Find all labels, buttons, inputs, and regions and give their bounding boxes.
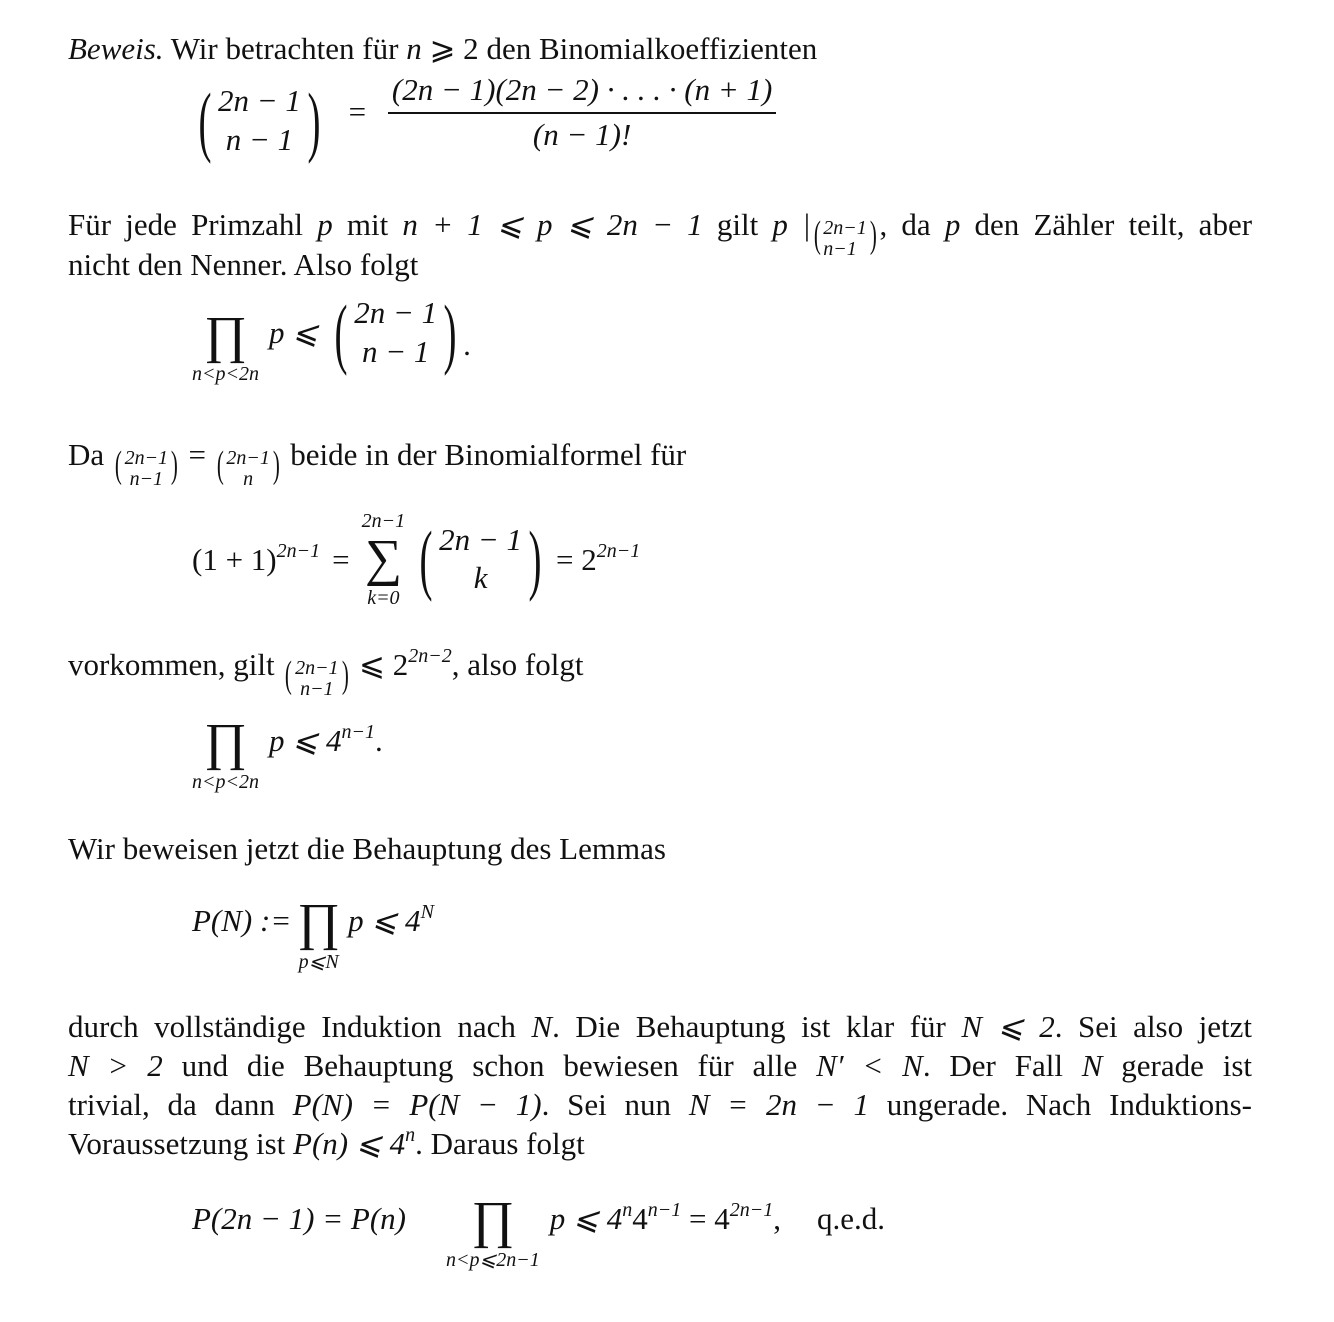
right-paren: )	[170, 444, 178, 486]
right-paren: )	[443, 289, 457, 376]
product-limit: n<p<2n	[192, 770, 259, 793]
inline-bottom: n−1	[823, 238, 857, 260]
proof-label: Beweis.	[68, 31, 164, 66]
bound: ⩽ 2	[358, 647, 409, 682]
inline-binomial-n-1	[112, 446, 181, 490]
lemma-rhs	[348, 902, 434, 939]
final-exp3: 2n−1	[729, 1198, 774, 1221]
inline-binomial-n	[214, 446, 283, 490]
left-paren: (	[419, 515, 433, 603]
product-symbol: ∏	[471, 1192, 515, 1249]
qed: q.e.d.	[816, 1200, 885, 1236]
sum-lhs	[192, 541, 320, 578]
product-limit: p⩽N	[298, 950, 339, 973]
left-paren: (	[813, 214, 821, 256]
sum-lower-limit: k=0	[367, 586, 400, 609]
product-rhs	[269, 722, 383, 759]
product-term: p ⩽ 4	[269, 722, 342, 758]
product-symbol: ∏	[204, 714, 247, 771]
sum-rhs	[556, 541, 640, 578]
inline-bottom: n−1	[300, 678, 334, 700]
text: . Die Behauptung ist klar für	[552, 1009, 946, 1044]
inline-top: 2n−1	[226, 447, 270, 469]
binomial-bottom: n − 1	[361, 334, 430, 369]
product-term: p ⩽	[269, 315, 319, 351]
paragraph-lemma-intro	[68, 830, 1252, 867]
paragraph-symmetry	[68, 436, 1252, 490]
lemma-exponent: N	[420, 900, 434, 923]
text: und die Behauptung schon bewiesen für alle	[181, 1048, 798, 1083]
comma: ,	[773, 1200, 781, 1236]
text: Für jede Primzahl	[68, 207, 303, 242]
final-exp1: n	[622, 1198, 633, 1221]
inline-bottom: n−1	[129, 468, 164, 490]
binomial-2n-1-n-1	[192, 77, 327, 164]
even-case: P(N) = P(N − 1)	[292, 1087, 542, 1122]
left-paren: (	[334, 289, 348, 376]
product-limit: n<p⩽2n−1	[446, 1248, 540, 1271]
equation-product-bound	[192, 289, 471, 386]
inline-top: 2n−1	[823, 217, 867, 239]
condition: ⩾ 2	[429, 31, 479, 66]
period: .	[463, 327, 471, 363]
range: n + 1 ⩽ p ⩽ 2n − 1	[402, 207, 703, 242]
inline-binomial	[282, 656, 351, 700]
intro-tail: den Binomialkoeffizienten	[486, 31, 818, 66]
equals-sign: =	[348, 94, 367, 130]
paragraph-induction-line1	[68, 1008, 1252, 1045]
product-limit: n<p<2n	[192, 363, 259, 386]
text: den Zähler teilt, aber	[974, 207, 1253, 242]
product-operator	[192, 306, 259, 386]
binomial-stack	[218, 82, 301, 160]
final-lhs: P(2n − 1) = P(n)	[192, 1200, 407, 1236]
inline-top: 2n−1	[124, 447, 169, 469]
lhs-exponent: 2n−1	[276, 539, 321, 562]
condition: N > 2	[68, 1048, 163, 1083]
paragraph-induction-line3	[68, 1086, 1252, 1123]
right-paren: )	[341, 654, 349, 696]
text: vorkommen, gilt	[68, 647, 275, 682]
intro-text: Wir betrachten für	[170, 31, 399, 66]
hypothesis-exponent: n	[405, 1124, 416, 1146]
binomial-top: 2n − 1	[354, 295, 438, 331]
binomial-2n-1-k	[413, 515, 548, 603]
inline-binomial-stack	[125, 446, 169, 490]
text: Voraussetzung ist	[68, 1126, 286, 1161]
var-n: n	[406, 31, 422, 66]
text: gilt	[716, 207, 759, 242]
fraction	[388, 71, 776, 153]
binomial-bottom: n − 1	[225, 122, 294, 157]
text: Da	[68, 437, 105, 472]
final-exp2: n−1	[647, 1198, 682, 1221]
inline-binomial-stack	[226, 446, 270, 490]
left-paren: (	[285, 654, 293, 696]
product-symbol: ∏	[204, 306, 247, 364]
equation-binomial-sum	[192, 510, 640, 609]
var-p: p	[317, 207, 333, 242]
period: .	[374, 722, 383, 758]
left-paren: (	[114, 444, 122, 486]
binomial-top: 2n − 1	[439, 521, 523, 557]
lemma-lhs: P(N) :=	[192, 902, 292, 938]
equation-final	[192, 1194, 885, 1271]
paragraph-prime-divides-line2	[68, 246, 1252, 283]
left-paren: (	[198, 77, 212, 164]
var-p: p	[944, 207, 961, 242]
final-mid: 4	[632, 1200, 648, 1236]
proof-intro-line	[68, 30, 1252, 67]
text: durch vollständige Induktion nach	[68, 1009, 516, 1044]
left-paren: (	[216, 444, 224, 486]
rhs-base: = 2	[556, 541, 597, 577]
inline-binomial-stack	[295, 656, 339, 700]
equals-sign: =	[188, 437, 206, 472]
right-paren: )	[528, 515, 542, 603]
var-N: N	[1081, 1048, 1103, 1083]
inline-top: 2n−1	[295, 657, 339, 679]
text: . Der Fall	[922, 1048, 1063, 1083]
lemma-term: p ⩽ 4	[348, 902, 421, 938]
paragraph-induction-line2	[68, 1047, 1252, 1084]
equation-lemma	[192, 896, 434, 973]
paragraph-bound	[68, 646, 1252, 700]
binomial-stack	[354, 294, 437, 372]
product-symbol: ∏	[297, 894, 341, 951]
text: gerade ist	[1121, 1048, 1252, 1083]
sum-symbol: ∑	[364, 530, 402, 587]
final-rhs	[550, 1200, 885, 1237]
equals-sign: =	[332, 541, 350, 577]
right-paren: )	[272, 444, 280, 486]
final-eq: = 4	[689, 1200, 730, 1236]
text: , da	[879, 207, 931, 242]
fraction-numerator: (2n − 1)(2n − 2) · . . . · (n + 1)	[388, 71, 776, 114]
text: . Sei also jetzt	[1054, 1009, 1253, 1044]
text: trivial, da dann	[68, 1087, 275, 1122]
text: beide in der Binomialformel für	[290, 437, 687, 472]
text: mit	[346, 207, 389, 242]
text: . Daraus folgt	[415, 1126, 585, 1161]
binomial-2n-1-n-1	[328, 289, 463, 376]
product-operator	[446, 1194, 540, 1271]
paragraph-induction-line4	[68, 1125, 1252, 1162]
right-paren: )	[307, 77, 321, 164]
odd-case: N = 2n − 1	[688, 1087, 869, 1122]
product-exponent: n−1	[341, 720, 375, 743]
right-paren: )	[869, 214, 877, 256]
lhs-base: (1 + 1)	[192, 541, 277, 577]
hypothesis-bound: P(n) ⩽ 4	[293, 1126, 406, 1161]
sum-upper-limit: 2n−1	[361, 510, 406, 532]
binomial-stack	[439, 521, 522, 599]
rhs-exponent: 2n−1	[596, 539, 641, 562]
var-N: N	[531, 1009, 553, 1044]
fraction-denominator: (n − 1)!	[532, 116, 632, 152]
inline-bottom: n	[243, 468, 254, 490]
binomial-bottom: k	[473, 560, 488, 596]
divides: p |	[772, 207, 811, 242]
equation-product-power	[192, 716, 383, 793]
equation-binomial-definition	[192, 71, 776, 181]
hypothesis: N′ < N	[816, 1048, 923, 1083]
text: Wir beweisen jetzt die Behauptung des Lemmas	[68, 831, 666, 866]
text: nicht den Nenner. Also folgt	[68, 247, 419, 282]
base-case: N ⩽ 2	[961, 1009, 1055, 1044]
final-term: p ⩽ 4	[549, 1200, 623, 1236]
sum-operator	[362, 510, 406, 609]
binomial-top: 2n − 1	[217, 83, 301, 119]
bound-exponent: 2n−2	[408, 645, 452, 667]
text: . Sei nun	[541, 1087, 672, 1122]
product-operator	[297, 896, 340, 973]
product-operator	[192, 716, 259, 793]
text: , also folgt	[451, 647, 584, 682]
text: ungerade. Nach Induktions-	[886, 1087, 1252, 1122]
